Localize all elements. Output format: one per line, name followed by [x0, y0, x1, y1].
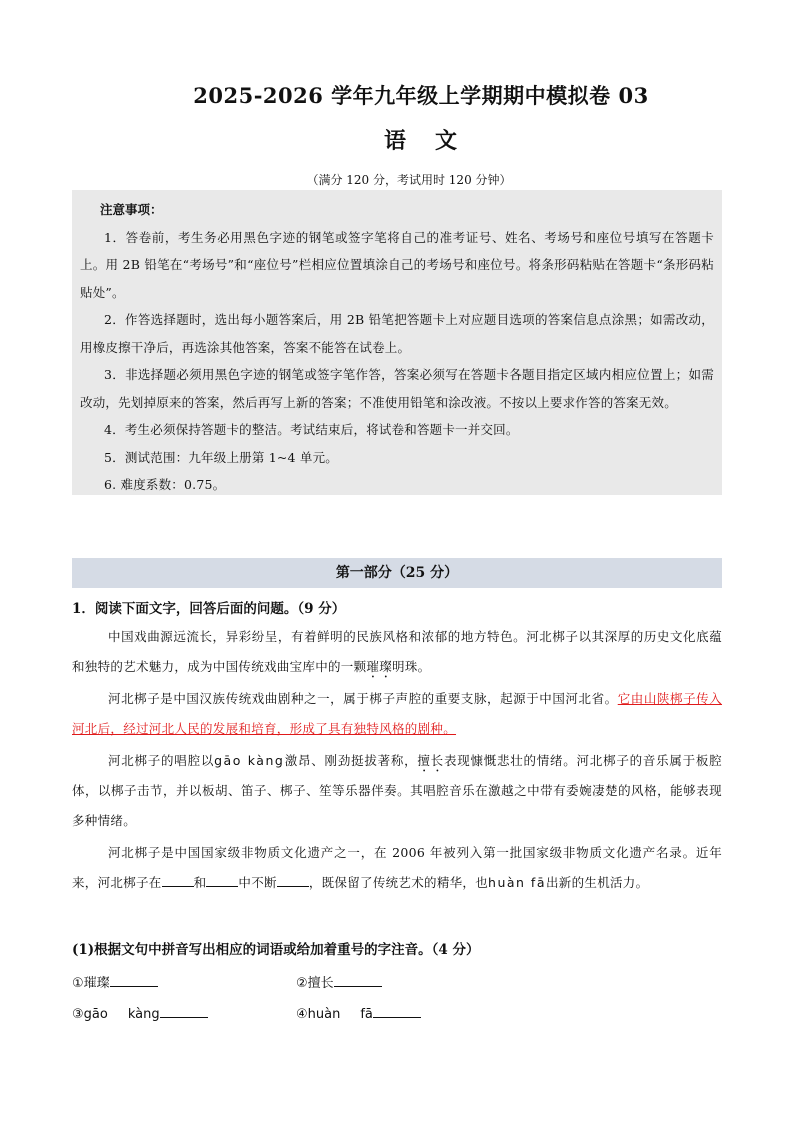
notice-item: 1．答卷前，考生务必用黑色字迹的钢笔或签字笔将自己的准考证号、姓名、考场号和座位号填写在答题卡上。用 2B 铅笔在“考场号”和“座位号”栏相应位置填涂自己的考场号和座位号。将条形码粘贴在答题卡“条形码粘贴处”。	[80, 229, 714, 300]
reading-passage	[72, 622, 722, 900]
pinyin-text: huàn fā	[488, 874, 546, 890]
passage-paragraph-2: 河北梆子是中国汉族传统戏曲剧种之一，属于梆子声腔的重要支脉，起源于中国河北省。它由山陕梆子传入河北后，经过河北人民的发展和培育，形成了具有独特风格的剧种。	[72, 691, 723, 736]
dotted-word: 璀璨	[366, 658, 393, 674]
notice-box	[72, 190, 722, 495]
answer-item-2: ②擅长	[296, 972, 382, 991]
fill-blank[interactable]	[206, 874, 238, 887]
answer-line[interactable]	[334, 973, 382, 987]
section-header: 第一部分（25 分）	[72, 558, 722, 588]
answer-item-4: ④huàn fā	[296, 1004, 421, 1022]
answer-item-1: ①璀璨	[72, 972, 158, 991]
answer-line[interactable]	[373, 1004, 421, 1018]
subquestion-1-prompt: (1)根据文句中拼音写出相应的词语或给加着重号的字注音。（4 分）	[72, 942, 480, 958]
notice-item: 6. 难度系数：0.75。	[104, 477, 226, 492]
notice-item: 4．考生必须保持答题卡的整洁。考试结束后，将试卷和答题卡一并交回。	[104, 422, 519, 437]
answer-line[interactable]	[160, 1004, 208, 1018]
fill-blank[interactable]	[162, 874, 194, 887]
highlighted-sentence: 它由山陕梆子传入河北后，经过河北人民的发展和培育，形成了具有独特风格的剧种。	[72, 691, 723, 736]
page-title: 2025-2026 学年九年级上学期期中模拟卷 03	[193, 83, 649, 108]
notice-item: 2．作答选择题时，选出每小题答案后，用 2B 铅笔把答题卡上对应题目选项的答案信息点涂黑；如需改动，用橡皮擦干净后，再选涂其他答案，答案不能答在试卷上。	[80, 312, 714, 355]
answer-line[interactable]	[110, 973, 158, 987]
subject-title	[0, 124, 793, 155]
dotted-word: 擅长	[417, 753, 444, 769]
exam-meta: （满分 120 分，考试用时 120 分钟）	[306, 173, 512, 187]
subject-char-2: 文	[435, 128, 459, 154]
passage-paragraph-3: 河北梆子的唱腔以gāo kàng激昂、刚劲挺拔著称，擅长表现慷慨悲壮的情绪。河北梆子的音乐属于板腔体，以梆子击节，并以板胡、笛子、梆子、笙等乐器伴奏。其唱腔音乐在激越之中带有委婉凄楚的风格，能够表现多种情绪。	[72, 753, 722, 828]
subject-char-1: 语	[383, 128, 407, 154]
passage-paragraph-4: 河北梆子是中国国家级非物质文化遗产之一，在 2006 年被列入第一批国家级非物质文化遗产名录。近年来，河北梆子在 和 中不断 ，既保留了传统艺术的精华，也huàn fā出新的生机活力。	[72, 845, 722, 890]
notice-item: 3．非选择题必须用黑色字迹的钢笔或签字笔作答，答案必须写在答题卡各题目指定区域内相应位置上；如需改动，先划掉原来的答案，然后再写上新的答案；不准使用铅笔和涂改液。不按以上要求作答的答案无效。	[80, 367, 714, 410]
notice-item: 5．测试范围：九年级上册第 1~4 单元。	[104, 449, 338, 465]
fill-blank[interactable]	[277, 874, 309, 887]
question-1-prompt: 1．阅读下面文字，回答后面的问题。（9 分）	[72, 601, 346, 617]
pinyin-text: gāo kàng	[214, 753, 285, 769]
notice-heading: 注意事项：	[100, 202, 163, 217]
passage-paragraph-1: 中国戏曲源远流长，异彩纷呈，有着鲜明的民族风格和浓郁的地方特色。河北梆子以其深厚的历史文化底蕴和独特的艺术魅力，成为中国传统戏曲宝库中的一颗璀璨明珠。	[72, 629, 722, 674]
answer-item-3: ③gāo kàng	[72, 1004, 208, 1022]
